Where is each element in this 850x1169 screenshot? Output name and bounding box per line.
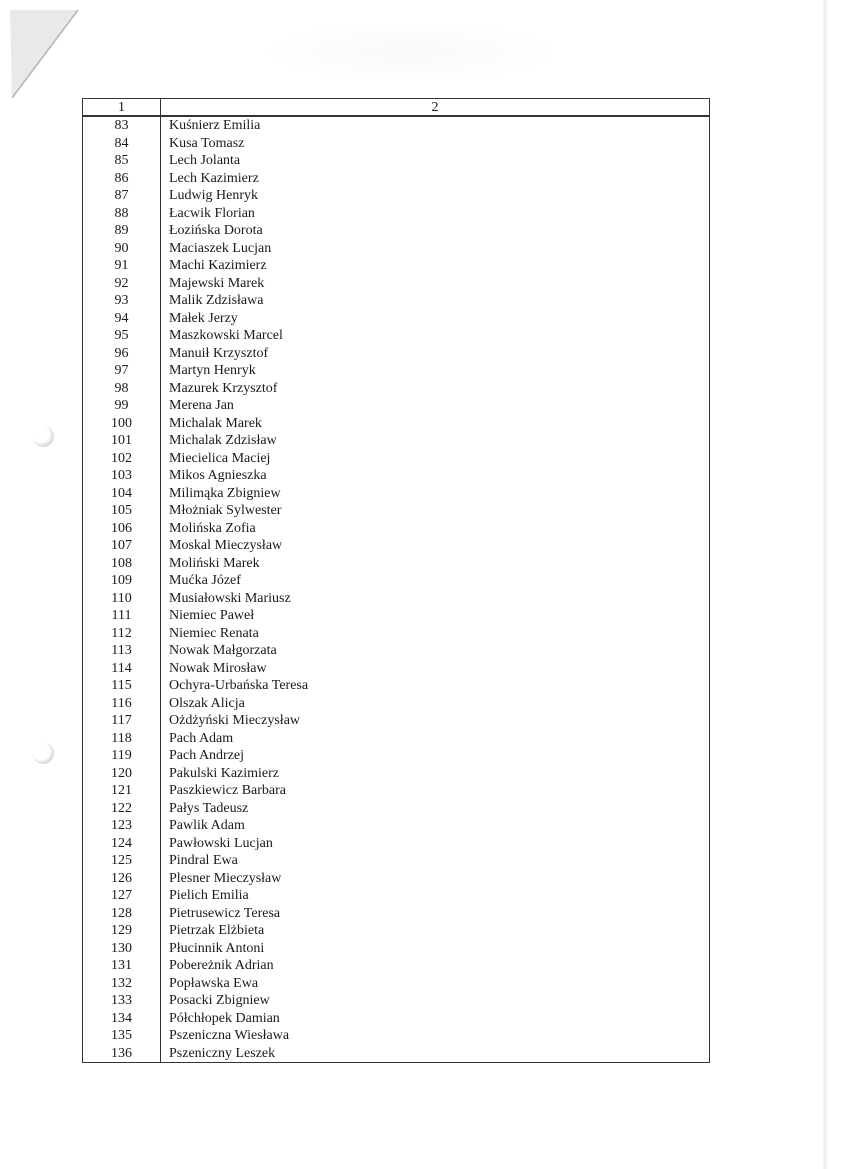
person-name: Pałys Tadeusz xyxy=(161,800,710,818)
row-number: 97 xyxy=(83,362,161,380)
row-number: 102 xyxy=(83,450,161,468)
row-number: 92 xyxy=(83,275,161,293)
table-row xyxy=(83,415,710,433)
table-row xyxy=(83,590,710,608)
table-row xyxy=(83,205,710,223)
person-name: Niemiec Paweł xyxy=(161,607,710,625)
person-name: Małek Jerzy xyxy=(161,310,710,328)
person-name: Plesner Mieczysław xyxy=(161,870,710,888)
person-name: Pawlik Adam xyxy=(161,817,710,835)
table-body xyxy=(83,116,710,1063)
person-name: Niemiec Renata xyxy=(161,625,710,643)
row-number: 95 xyxy=(83,327,161,345)
row-number: 123 xyxy=(83,817,161,835)
row-number: 117 xyxy=(83,712,161,730)
person-name: Posacki Zbigniew xyxy=(161,992,710,1010)
table-row xyxy=(83,187,710,205)
row-number: 113 xyxy=(83,642,161,660)
row-number: 91 xyxy=(83,257,161,275)
row-number: 94 xyxy=(83,310,161,328)
person-name: Maszkowski Marcel xyxy=(161,327,710,345)
person-name: Ożdżyński Mieczysław xyxy=(161,712,710,730)
table-row xyxy=(83,765,710,783)
roster-table-container xyxy=(82,98,709,1063)
person-name: Lech Kazimierz xyxy=(161,170,710,188)
table-row xyxy=(83,800,710,818)
row-number: 85 xyxy=(83,152,161,170)
table-row xyxy=(83,870,710,888)
row-number: 103 xyxy=(83,467,161,485)
person-name: Moliński Marek xyxy=(161,555,710,573)
punch-hole-icon xyxy=(32,742,54,764)
row-number: 121 xyxy=(83,782,161,800)
row-number: 107 xyxy=(83,537,161,555)
table-row xyxy=(83,432,710,450)
person-name: Popławska Ewa xyxy=(161,975,710,993)
table-row xyxy=(83,677,710,695)
person-name: Półchłopek Damian xyxy=(161,1010,710,1028)
row-number: 96 xyxy=(83,345,161,363)
table-row xyxy=(83,380,710,398)
table-row xyxy=(83,660,710,678)
row-number: 114 xyxy=(83,660,161,678)
person-name: Pietrzak Elżbieta xyxy=(161,922,710,940)
row-number: 106 xyxy=(83,520,161,538)
table-row xyxy=(83,135,710,153)
person-name: Moskal Mieczysław xyxy=(161,537,710,555)
row-number: 136 xyxy=(83,1045,161,1063)
row-number: 124 xyxy=(83,835,161,853)
table-row xyxy=(83,555,710,573)
table-row xyxy=(83,467,710,485)
table-row xyxy=(83,1045,710,1063)
table-row xyxy=(83,397,710,415)
table-row xyxy=(83,222,710,240)
row-number: 112 xyxy=(83,625,161,643)
table-row xyxy=(83,922,710,940)
table-row xyxy=(83,887,710,905)
table-row xyxy=(83,485,710,503)
table-row xyxy=(83,695,710,713)
table-row xyxy=(83,292,710,310)
row-number: 127 xyxy=(83,887,161,905)
table-row xyxy=(83,712,710,730)
table-row xyxy=(83,642,710,660)
person-name: Mućka Józef xyxy=(161,572,710,590)
person-name: Pietrusewicz Teresa xyxy=(161,905,710,923)
scan-smudge xyxy=(260,22,560,82)
table-row xyxy=(83,607,710,625)
row-number: 120 xyxy=(83,765,161,783)
punch-hole-icon xyxy=(32,425,54,447)
row-number: 135 xyxy=(83,1027,161,1045)
row-number: 131 xyxy=(83,957,161,975)
row-number: 129 xyxy=(83,922,161,940)
page-edge xyxy=(822,0,828,1169)
person-name: Pach Adam xyxy=(161,730,710,748)
person-name: Michalak Marek xyxy=(161,415,710,433)
row-number: 128 xyxy=(83,905,161,923)
person-name: Pindral Ewa xyxy=(161,852,710,870)
table-header-row xyxy=(83,99,710,117)
row-number: 125 xyxy=(83,852,161,870)
table-row xyxy=(83,747,710,765)
column-header-number: 1 xyxy=(83,99,161,117)
person-name: Pobereżnik Adrian xyxy=(161,957,710,975)
table-row xyxy=(83,537,710,555)
table-row xyxy=(83,345,710,363)
table-row xyxy=(83,275,710,293)
person-name: Mazurek Krzysztof xyxy=(161,380,710,398)
table-row xyxy=(83,817,710,835)
person-name: Molińska Zofia xyxy=(161,520,710,538)
row-number: 84 xyxy=(83,135,161,153)
table-row xyxy=(83,362,710,380)
row-number: 105 xyxy=(83,502,161,520)
row-number: 119 xyxy=(83,747,161,765)
row-number: 101 xyxy=(83,432,161,450)
person-name: Manuił Krzysztof xyxy=(161,345,710,363)
table-row xyxy=(83,905,710,923)
table-row xyxy=(83,940,710,958)
roster-table xyxy=(82,98,710,1063)
row-number: 110 xyxy=(83,590,161,608)
row-number: 116 xyxy=(83,695,161,713)
row-number: 88 xyxy=(83,205,161,223)
table-row xyxy=(83,957,710,975)
person-name: Malik Zdzisława xyxy=(161,292,710,310)
person-name: Martyn Henryk xyxy=(161,362,710,380)
person-name: Nowak Małgorzata xyxy=(161,642,710,660)
row-number: 134 xyxy=(83,1010,161,1028)
table-row xyxy=(83,502,710,520)
table-row xyxy=(83,572,710,590)
row-number: 126 xyxy=(83,870,161,888)
person-name: Płucinnik Antoni xyxy=(161,940,710,958)
table-row xyxy=(83,240,710,258)
table-row xyxy=(83,257,710,275)
table-row xyxy=(83,116,710,135)
person-name: Milimąka Zbigniew xyxy=(161,485,710,503)
row-number: 108 xyxy=(83,555,161,573)
table-row xyxy=(83,1027,710,1045)
person-name: Machi Kazimierz xyxy=(161,257,710,275)
table-row xyxy=(83,782,710,800)
table-row xyxy=(83,1010,710,1028)
table-row xyxy=(83,327,710,345)
table-row xyxy=(83,170,710,188)
row-number: 104 xyxy=(83,485,161,503)
row-number: 111 xyxy=(83,607,161,625)
row-number: 132 xyxy=(83,975,161,993)
row-number: 89 xyxy=(83,222,161,240)
row-number: 115 xyxy=(83,677,161,695)
table-row xyxy=(83,450,710,468)
person-name: Miecielica Maciej xyxy=(161,450,710,468)
table-row xyxy=(83,852,710,870)
person-name: Pakulski Kazimierz xyxy=(161,765,710,783)
table-row xyxy=(83,992,710,1010)
table-row xyxy=(83,520,710,538)
row-number: 90 xyxy=(83,240,161,258)
table-row xyxy=(83,835,710,853)
row-number: 87 xyxy=(83,187,161,205)
person-name: Nowak Mirosław xyxy=(161,660,710,678)
table-row xyxy=(83,310,710,328)
person-name: Pach Andrzej xyxy=(161,747,710,765)
person-name: Ludwig Henryk xyxy=(161,187,710,205)
person-name: Olszak Alicja xyxy=(161,695,710,713)
person-name: Łacwik Florian xyxy=(161,205,710,223)
row-number: 86 xyxy=(83,170,161,188)
row-number: 122 xyxy=(83,800,161,818)
row-number: 109 xyxy=(83,572,161,590)
row-number: 93 xyxy=(83,292,161,310)
person-name: Łozińska Dorota xyxy=(161,222,710,240)
person-name: Kusa Tomasz xyxy=(161,135,710,153)
person-name: Maciaszek Lucjan xyxy=(161,240,710,258)
table-row xyxy=(83,730,710,748)
person-name: Merena Jan xyxy=(161,397,710,415)
table-row xyxy=(83,625,710,643)
person-name: Ochyra-Urbańska Teresa xyxy=(161,677,710,695)
person-name: Majewski Marek xyxy=(161,275,710,293)
row-number: 133 xyxy=(83,992,161,1010)
table-row xyxy=(83,975,710,993)
row-number: 118 xyxy=(83,730,161,748)
person-name: Michalak Zdzisław xyxy=(161,432,710,450)
row-number: 100 xyxy=(83,415,161,433)
person-name: Pawłowski Lucjan xyxy=(161,835,710,853)
person-name: Lech Jolanta xyxy=(161,152,710,170)
person-name: Pszeniczna Wiesława xyxy=(161,1027,710,1045)
person-name: Paszkiewicz Barbara xyxy=(161,782,710,800)
row-number: 99 xyxy=(83,397,161,415)
person-name: Młożniak Sylwester xyxy=(161,502,710,520)
column-header-name: 2 xyxy=(161,99,710,117)
person-name: Mikos Agnieszka xyxy=(161,467,710,485)
table-row xyxy=(83,152,710,170)
row-number: 98 xyxy=(83,380,161,398)
row-number: 130 xyxy=(83,940,161,958)
folded-corner-icon xyxy=(10,10,80,100)
person-name: Pszeniczny Leszek xyxy=(161,1045,710,1063)
person-name: Kuśnierz Emilia xyxy=(161,116,710,135)
person-name: Pielich Emilia xyxy=(161,887,710,905)
person-name: Musiałowski Mariusz xyxy=(161,590,710,608)
row-number: 83 xyxy=(83,116,161,135)
